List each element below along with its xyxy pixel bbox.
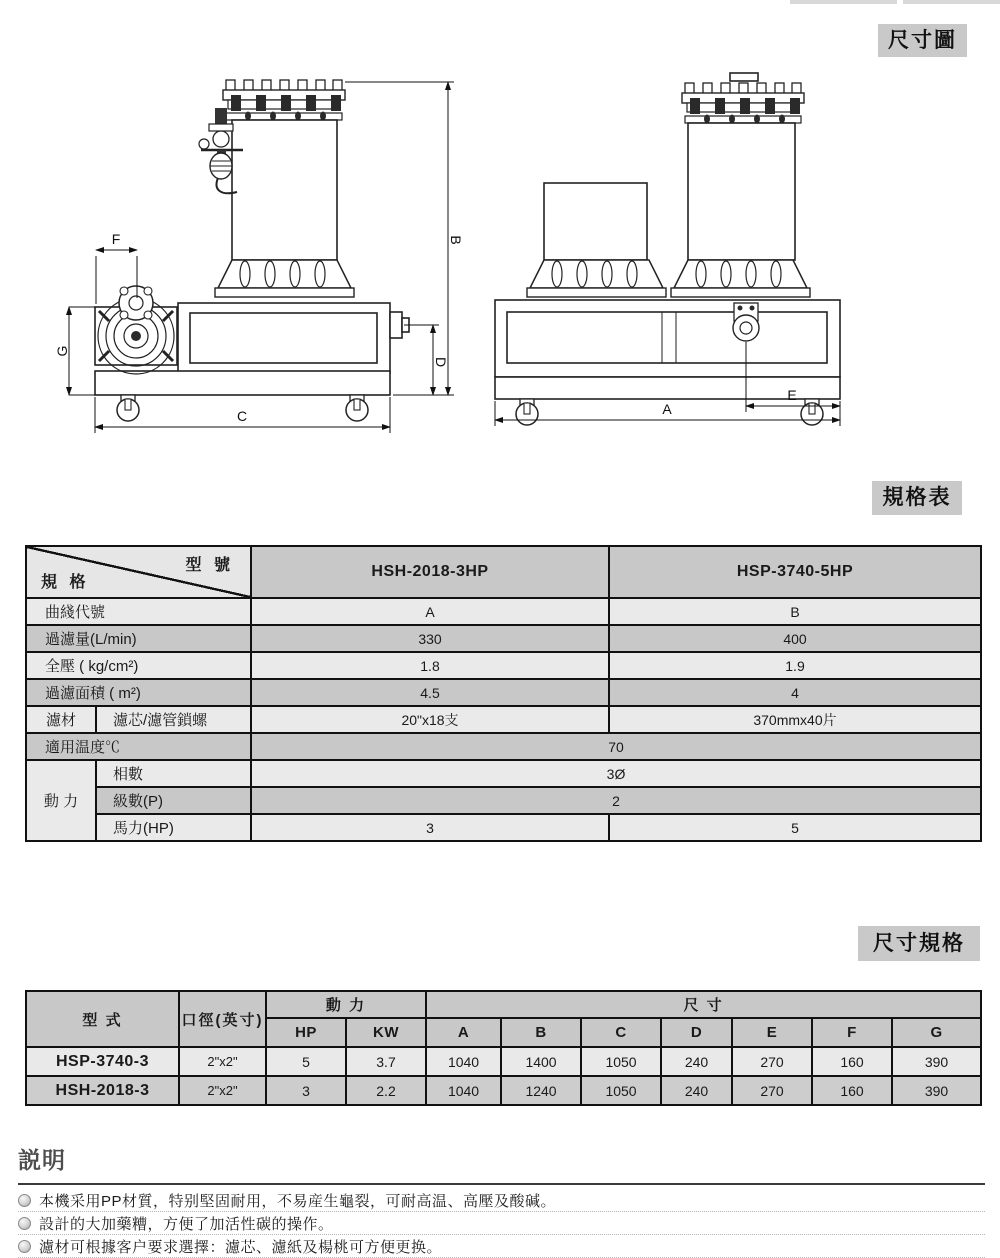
- row-label-filter-media: 濾芯/濾管鎖螺: [96, 706, 251, 733]
- list-item: [18, 1235, 985, 1258]
- notes-list: [18, 1189, 985, 1258]
- page-edge-artifact: [790, 0, 897, 4]
- header-dim-d: D: [661, 1018, 732, 1047]
- cell-dim-d: 240: [661, 1076, 732, 1105]
- table-row: [26, 598, 981, 625]
- cell-dim-f: 160: [812, 1076, 892, 1105]
- dim-label-d: D: [433, 356, 449, 368]
- cell-dim-a: 1040: [426, 1076, 501, 1105]
- table-row: [26, 679, 981, 706]
- cell-kw: 3.7: [346, 1047, 426, 1076]
- table-row: [26, 1076, 981, 1105]
- spec-col-header-hsp-3740-5hp: HSP-3740-5HP: [609, 546, 981, 598]
- header-size: 尺 寸: [426, 991, 981, 1018]
- note-text: 濾材可根據客户要求選擇：濾芯、濾紙及楊桃可方便更换。: [39, 1238, 443, 1256]
- header-model: 型 式: [26, 991, 179, 1047]
- cell-hp: 5: [266, 1047, 346, 1076]
- dimension-drawing-front-view: [55, 60, 465, 450]
- header-dim-f: F: [812, 1018, 892, 1047]
- cell-phase: 3Ø: [251, 760, 981, 787]
- row-label-curve-code: 曲綫代號: [26, 598, 251, 625]
- dim-label-f: F: [111, 231, 121, 247]
- spec-col-header-hsh-2018-3hp: HSH-2018-3HP: [251, 546, 609, 598]
- header-dim-g: G: [892, 1018, 981, 1047]
- note-text: 設計的大加藥糟，方便了加活性碳的操作。: [39, 1215, 334, 1233]
- table-row: [26, 625, 981, 652]
- header-dim-c: C: [581, 1018, 661, 1047]
- cell-pressure-b: 1.9: [609, 652, 981, 679]
- table-row: [26, 760, 981, 787]
- cell-dim-d: 240: [661, 1047, 732, 1076]
- row-label-flow: 過濾量(L/min): [26, 625, 251, 652]
- table-header-row: [26, 991, 981, 1018]
- dimension-table: [25, 990, 982, 1106]
- notes-title: 説明: [18, 1147, 66, 1173]
- cell-dim-c: 1050: [581, 1047, 661, 1076]
- section-badge-dimension-diagram: 尺寸圖: [878, 24, 967, 57]
- page-edge-artifact: [903, 0, 1000, 4]
- cell-flow-b: 400: [609, 625, 981, 652]
- header-dim-e: E: [732, 1018, 812, 1047]
- sphere-bullet-icon: [18, 1217, 31, 1230]
- dim-label-a: A: [662, 401, 672, 417]
- table-row: [26, 652, 981, 679]
- cell-filter-area-a: 4.5: [251, 679, 609, 706]
- corner-model-label: 型 號: [185, 557, 234, 574]
- row-label-temperature: 適用温度℃: [26, 733, 251, 760]
- dim-label-c: C: [236, 408, 248, 424]
- section-badge-spec-table: 規格表: [872, 481, 962, 515]
- cell-model-hsh-2018-3: HSH-2018-3: [26, 1076, 179, 1105]
- cell-curve-code-a: A: [251, 598, 609, 625]
- list-item: [18, 1189, 985, 1212]
- header-kw: KW: [346, 1018, 426, 1047]
- header-dim-b: B: [501, 1018, 581, 1047]
- cell-dim-b: 1240: [501, 1076, 581, 1105]
- table-row: [26, 814, 981, 841]
- cell-poles: 2: [251, 787, 981, 814]
- row-label-poles: 級數(P): [96, 787, 251, 814]
- cell-dim-b: 1400: [501, 1047, 581, 1076]
- table-row: [26, 706, 981, 733]
- cell-dim-g: 390: [892, 1047, 981, 1076]
- row-label-phase: 相數: [96, 760, 251, 787]
- cell-dim-e: 270: [732, 1047, 812, 1076]
- cell-temperature: 70: [251, 733, 981, 760]
- table-row: [26, 787, 981, 814]
- cell-dim-e: 270: [732, 1076, 812, 1105]
- cell-curve-code-b: B: [609, 598, 981, 625]
- cell-horsepower-a: 3: [251, 814, 609, 841]
- cell-dim-a: 1040: [426, 1047, 501, 1076]
- dim-label-g: G: [54, 345, 70, 357]
- cell-kw: 2.2: [346, 1076, 426, 1105]
- cell-pressure-a: 1.8: [251, 652, 609, 679]
- dim-label-b: B: [448, 235, 464, 245]
- cell-caliber: 2"x2": [179, 1047, 266, 1076]
- sphere-bullet-icon: [18, 1194, 31, 1207]
- row-label-horsepower: 馬力(HP): [96, 814, 251, 841]
- cell-model-hsp-3740-3: HSP-3740-3: [26, 1047, 179, 1076]
- pump-fitting: [733, 303, 759, 341]
- cell-caliber: 2"x2": [179, 1076, 266, 1105]
- cell-dim-f: 160: [812, 1047, 892, 1076]
- table-row: [26, 1047, 981, 1076]
- row-group-filter-media: 濾材: [26, 706, 96, 733]
- header-caliber: 口徑(英寸): [179, 991, 266, 1047]
- table-row: [26, 733, 981, 760]
- cell-dim-g: 390: [892, 1076, 981, 1105]
- divider: [18, 1183, 985, 1185]
- cell-horsepower-b: 5: [609, 814, 981, 841]
- dim-label-e: E: [787, 387, 797, 403]
- sphere-bullet-icon: [18, 1240, 31, 1253]
- dimension-drawing-side-view: [480, 65, 880, 440]
- row-label-filter-area: 過濾面積 ( m²): [26, 679, 251, 706]
- corner-spec-label: 規 格: [41, 574, 90, 591]
- list-item: [18, 1212, 985, 1235]
- cell-filter-area-b: 4: [609, 679, 981, 706]
- section-badge-dimension-spec: 尺寸規格: [858, 926, 980, 961]
- cell-flow-a: 330: [251, 625, 609, 652]
- header-hp: HP: [266, 1018, 346, 1047]
- header-power: 動 力: [266, 991, 426, 1018]
- spec-table: [25, 545, 982, 842]
- notes-section: [18, 1142, 985, 1258]
- cell-hp: 3: [266, 1076, 346, 1105]
- header-dim-a: A: [426, 1018, 501, 1047]
- cell-dim-c: 1050: [581, 1076, 661, 1105]
- spec-table-corner-cell: [26, 546, 251, 598]
- cell-filter-media-b: 370mmx40片: [609, 706, 981, 733]
- row-label-pressure: 全壓 ( kg/cm²): [26, 652, 251, 679]
- row-group-power: 動 力: [26, 760, 96, 841]
- note-text: 本機采用PP材質，特别堅固耐用，不易産生龜裂，可耐高温、高壓及酸碱。: [39, 1192, 557, 1210]
- cell-filter-media-a: 20"x18支: [251, 706, 609, 733]
